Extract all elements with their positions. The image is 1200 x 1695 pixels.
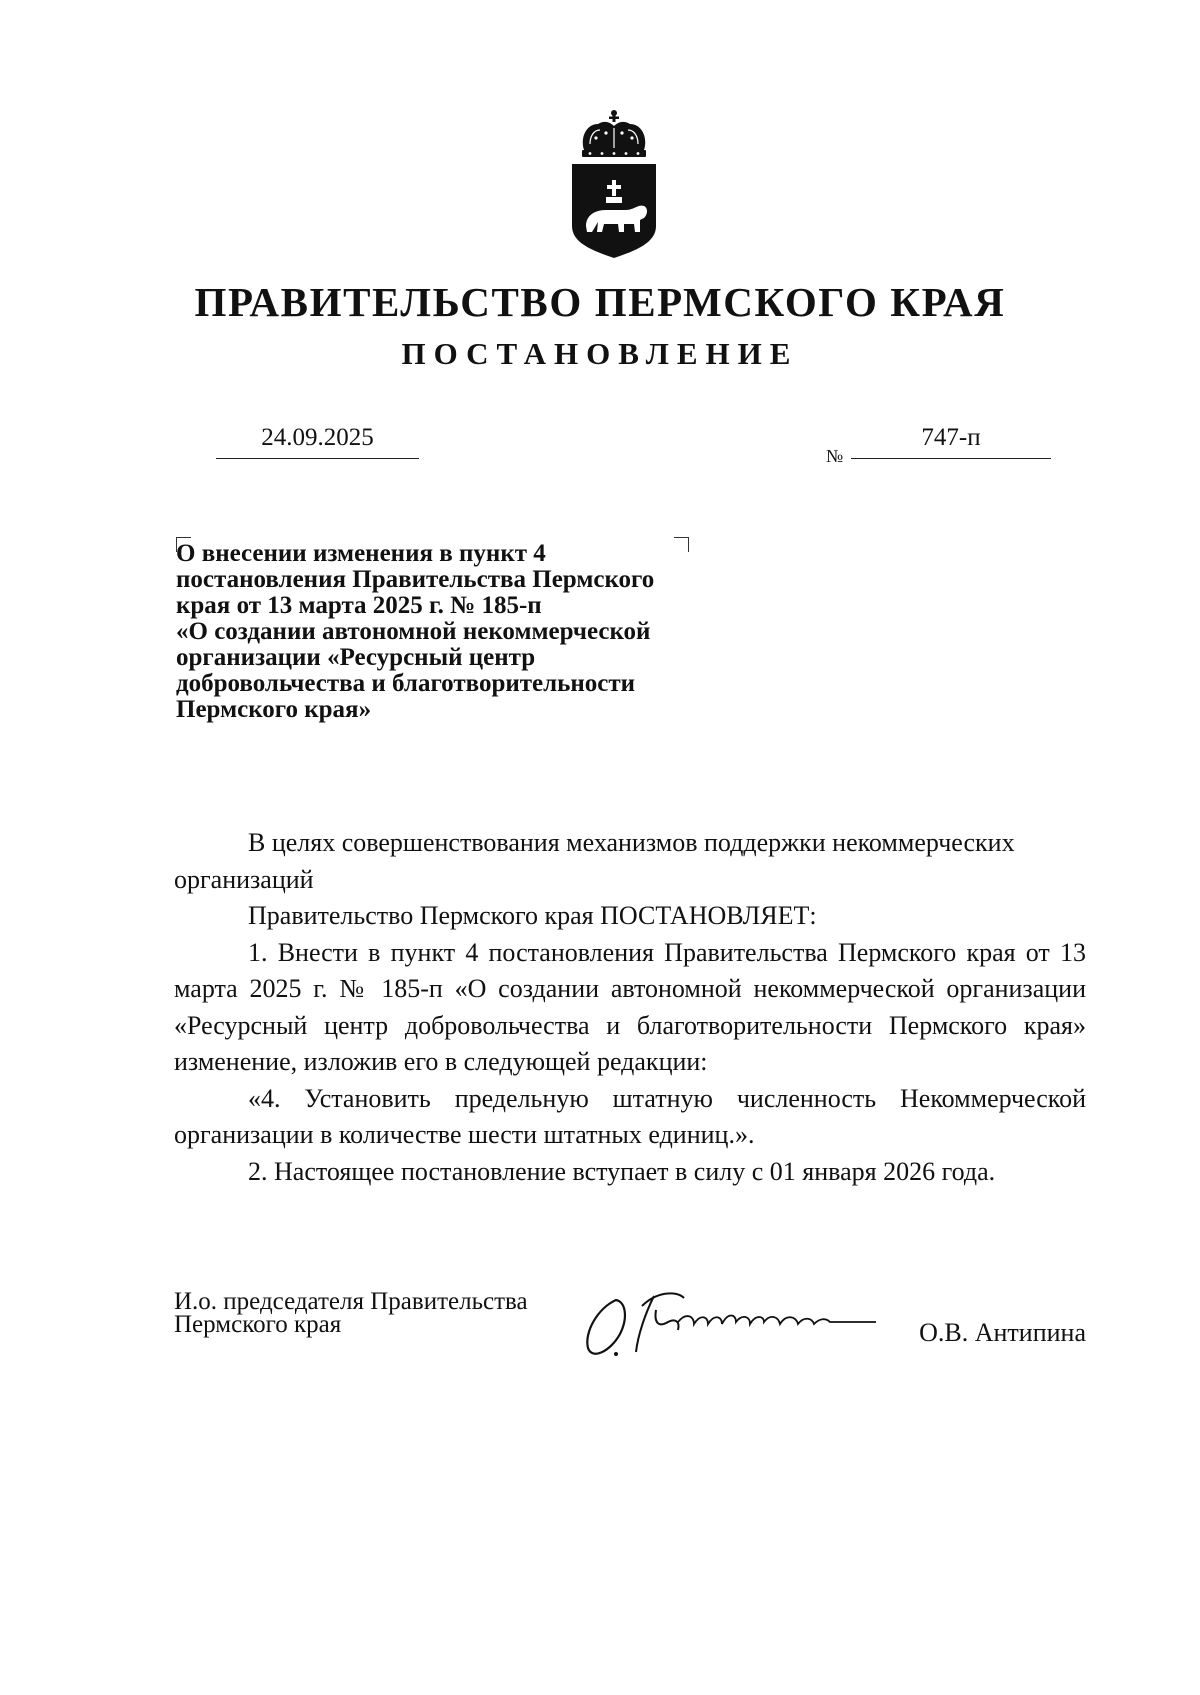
document-body — [174, 825, 1086, 1190]
signatory-position — [174, 1290, 528, 1336]
document-date: 24.09.2025 — [216, 424, 419, 459]
coat-of-arms-icon — [568, 108, 660, 260]
subject-line: Пермского края» — [176, 696, 372, 723]
document-type: ПОСТАНОВЛЕНИЕ — [401, 336, 799, 371]
body-paragraph: 2. Настоящее постановление вступает в силу с 01 января 2026 года. — [248, 1156, 996, 1186]
subject-line: постановления Правительства Пермского — [176, 566, 655, 593]
organization-title: ПРАВИТЕЛЬСТВО ПЕРМСКОГО КРАЯ — [194, 279, 1006, 325]
document-subject — [176, 541, 736, 723]
signatory-name: О.В. Антипина — [919, 1318, 1086, 1347]
body-paragraph-continuation: организаций — [174, 864, 314, 894]
subject-line: организации «Ресурсный центр — [176, 644, 536, 671]
body-paragraph: «4. Установить предельную штатную численность Некоммерческой организации в количестве шести штатных единиц.». — [174, 1083, 1086, 1149]
number-sign: № — [826, 446, 844, 466]
position-line: И.о. председателя Правительства — [174, 1288, 528, 1315]
paragraph-line: В целях совершенствования механизмов поддержки некоммерческих — [248, 828, 1015, 857]
signature-block — [174, 1290, 1086, 1370]
body-paragraph — [174, 825, 1086, 862]
body-paragraph: 1. Внести в пункт 4 постановления Правительства Пермского края от 13 марта 2025 г. № 185-п «О создании автономной некоммерческой организации «Ресурсный центр добровольчества и благотворительности Пермского края» изменение, изложив его в следующей редакции: — [174, 937, 1086, 1076]
subject-line: О внесении изменения в пункт 4 — [176, 540, 546, 567]
position-line: Пермского края — [174, 1311, 342, 1338]
subject-line: края от 13 марта 2025 г. № 185-п — [176, 592, 542, 619]
handwritten-signature-icon — [576, 1282, 896, 1364]
subject-line: добровольчества и благотворительности — [176, 670, 636, 697]
body-paragraph: Правительство Пермского края ПОСТАНОВЛЯЕТ: — [248, 901, 817, 930]
document-number: 747-п — [851, 424, 1051, 459]
subject-line: «О создании автономной некоммерческой — [176, 618, 651, 645]
